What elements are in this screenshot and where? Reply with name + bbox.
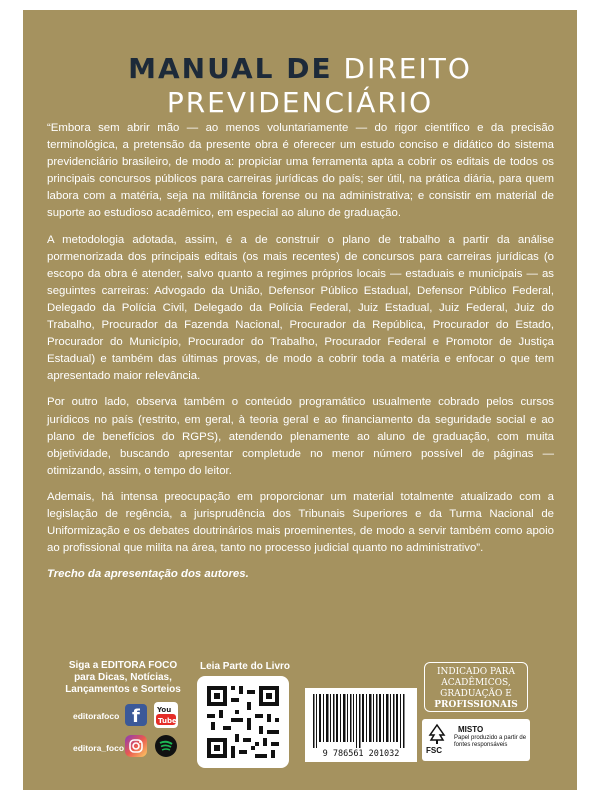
follow-text	[63, 660, 183, 696]
qr-code[interactable]	[197, 676, 289, 768]
barcode	[305, 688, 417, 762]
blurb-text	[47, 120, 554, 592]
badge-line1: INDICADO PARA	[436, 667, 516, 677]
badge-line4: PROFISSIONAIS	[434, 700, 518, 710]
blurb-paragraph-1: “Embora sem abrir mão — ao menos voluntariamente — do rigor científico e da precisão terminológica, a pretensão da presente obra é oferecer um estudo conciso e didático do sistema previdenciário brasileiro, de modo a: propiciar uma ferramenta apta a cobrir os editais de todos os principais concursos públicos para carreiras jurídicas do país; ser útil, na prática diária, para quem labora com a matéria, seja na militância forense ou na administrativa; e consistir em material de suporte ao estudioso acadêmico, em especial ao aluno de graduação.	[47, 122, 554, 220]
fsc-text-logo: FSC	[426, 746, 442, 755]
youtube-icon[interactable]	[154, 702, 178, 728]
follow-line1: Siga a EDITORA FOCO	[68, 660, 178, 671]
fsc-description: Papel produzido a partir de fontes responsáveis	[454, 735, 527, 748]
follow-line3: Lançamentos e Sorteios	[65, 684, 181, 695]
recommended-for-badge	[424, 662, 528, 712]
isbn-number: 9 786561 201032	[322, 749, 400, 759]
fsc-label	[422, 719, 530, 761]
read-sample-label: Leia Parte do Livro	[200, 661, 291, 672]
blurb-paragraph-4: Ademais, há intensa preocupação em proporcionar um material totalmente atualizado com a legislação de regência, a jurisprudência dos Tribunais Superiores e da Turma Nacional de Uniformização e os debates doutrinários mais proeminentes, de modo a servir também como apoio ao profissional que milita na área, tanto no processo judicial quanto no administrativo”.	[47, 490, 554, 555]
fsc-tree-icon	[427, 723, 447, 745]
facebook-icon[interactable]	[125, 704, 147, 726]
badge-line3: GRADUAÇÃO E	[440, 689, 512, 699]
handle-editora-foco[interactable]: editora_foco	[73, 743, 125, 753]
svg-text:You: You	[157, 706, 172, 714]
title-direito: DIREITO	[343, 52, 472, 85]
blurb-signature: Trecho da apresentação dos autores.	[47, 568, 249, 581]
svg-text:Tube: Tube	[158, 717, 177, 725]
handle-editorafoco[interactable]: editorafoco	[73, 711, 120, 721]
back-cover	[23, 10, 577, 790]
fsc-title: MISTO	[458, 725, 484, 734]
title-manual-de: MANUAL DE	[128, 52, 333, 85]
spotify-icon[interactable]	[155, 735, 177, 757]
svg-text:f: f	[132, 706, 140, 726]
cover-title-line1	[23, 52, 577, 85]
barcode-bars	[305, 688, 417, 750]
cover-title-line2: PREVIDENCIÁRIO	[166, 86, 434, 119]
badge-line2: ACADÊMICOS,	[441, 678, 511, 688]
blurb-paragraph-3: Por outro lado, observa também o conteúdo programático usualmente cobrado pelos cursos jurídicos no país (restrito, em geral, à teoria geral e ao financiamento da seguridade social e ao plano de benefícios do RGPS), atendendo plenamente ao aluno de graduação, com muita objetividade, buscando apresentar completude no menor número possível de páginas — otimizando, assim, o tempo do leitor.	[47, 396, 554, 477]
blurb-paragraph-2: A metodologia adotada, assim, é a de construir o plano de trabalho a partir da análise pormenorizada dos principais editais (os mais recentes) de concursos para carreiras jurídicas (o escopo da obra é atender, salvo quanto a regimes próprios locais — estaduais e municipais — as seguintes carreiras: Advogado da União, Defensor Público Estadual, Defensor Público Federal, Delegado da Polícia Civil, Delegado da Polícia Federal, Juiz Estadual, Juiz Federal, Juiz do Trabalho, Procurador da Fazenda Nacional, Procurador da República, Procurador do Estado, Procurador do Município, Procurador do Trabalho, Procurador Federal e Promotor de Justiça Estadual) e também das últimas provas, de modo a cobrir toda a matéria e enfocar o que tem apresentado maior relevância.	[47, 233, 554, 383]
follow-line2: para Dicas, Notícias,	[74, 672, 172, 683]
instagram-icon[interactable]	[125, 735, 147, 757]
